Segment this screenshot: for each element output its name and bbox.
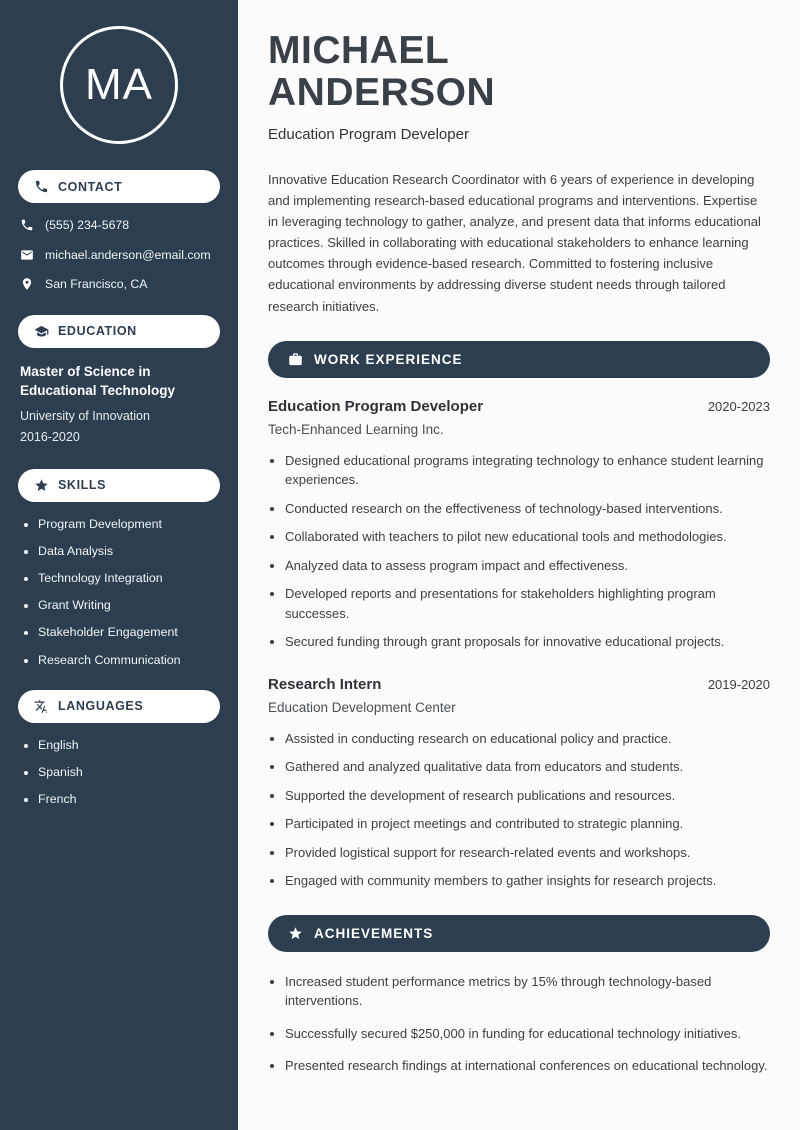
education-degree: Master of Science in Educational Technology (20, 363, 176, 399)
graduation-cap-icon (34, 324, 49, 339)
job-role: Education Program Developer (268, 397, 484, 415)
job-dates: 2020-2023 (707, 398, 770, 414)
languages-section-title: LANGUAGES (58, 699, 144, 714)
skill-item: • Technology Integration (38, 570, 220, 586)
job-bullet: • Designed educational programs integrating technology to enhance student learning experiences. (285, 451, 770, 490)
contact-section-title: CONTACT (58, 179, 123, 194)
skill-item: • Stakeholder Engagement (38, 624, 220, 640)
education-years: 2016-2020 (20, 430, 80, 445)
job-bullet: • Supported the development of research publications and resources. (285, 786, 770, 806)
job-header (268, 398, 770, 415)
job-bullet: • Analyzed data to assess program impact and effectiveness. (285, 556, 770, 576)
job-entry (268, 398, 770, 652)
education-section-header (18, 315, 220, 348)
languages-list (18, 737, 220, 807)
contact-phone-row (20, 217, 218, 234)
job-bullet: • Provided logistical support for research-related events and workshops. (285, 843, 770, 863)
job-bullet-list (268, 451, 770, 652)
professional-summary: Innovative Education Research Coordinator with 6 years of experience in developing and implementing research-based educational programs and interventions. Expertise in leveraging technology to gather, analyze, and present data that informs educational practices. Skilled in collaborating with educational stakeholders to enhance learning outcomes through evidence-based research. Committed to fostering inclusive educational environments by addressing diverse student needs through tailored research initiatives. (268, 172, 761, 314)
job-bullet: • Participated in project meetings and contributed to strategic planning. (285, 814, 770, 834)
job-company: Tech-Enhanced Learning Inc. (268, 421, 444, 437)
achievement-bullet: • Increased student performance metrics by 15% through technology-based interventions. (285, 972, 770, 1011)
skills-list (18, 516, 220, 668)
job-bullet: • Collaborated with teachers to pilot new educational tools and methodologies. (285, 527, 770, 547)
achievements-banner (268, 915, 770, 952)
location-pin-icon (20, 277, 34, 291)
first-name: MICHAEL (268, 29, 450, 72)
job-bullet-list (268, 729, 770, 891)
avatar (60, 26, 178, 144)
skill-item: • Grant Writing (38, 597, 220, 613)
job-bullet: • Engaged with community members to gather insights for research projects. (285, 871, 770, 891)
contact-location-row (20, 276, 218, 293)
job-bullet: • Gathered and analyzed qualitative data from educators and students. (285, 757, 770, 777)
languages-section-header (18, 690, 220, 723)
job-bullet: • Secured funding through grant proposals for innovative educational projects. (285, 632, 770, 652)
job-company: Education Development Center (268, 699, 456, 715)
job-header (268, 676, 770, 693)
skill-item: • Data Analysis (38, 543, 220, 559)
achievements-title: ACHIEVEMENTS (314, 925, 434, 941)
skills-section-header (18, 469, 220, 502)
job-bullet: • Developed reports and presentations for stakeholders highlighting program successes. (285, 584, 770, 623)
last-name: ANDERSON (268, 71, 496, 115)
email-address: michael.anderson@email.com (45, 247, 211, 262)
phone-number: (555) 234-5678 (45, 218, 130, 232)
skill-item: • Research Communication (38, 652, 220, 668)
star-icon (34, 478, 49, 493)
contact-section-header (18, 170, 220, 203)
mail-icon (20, 248, 34, 262)
achievement-bullet: • Presented research findings at international conferences on educational technology. (285, 1056, 770, 1076)
briefcase-icon (288, 352, 303, 367)
sidebar (0, 0, 238, 1130)
achievement-bullet: • Successfully secured $250,000 in funding for educational technology initiatives. (285, 1024, 770, 1044)
job-role: Research Intern (268, 675, 382, 693)
job-entry (268, 676, 770, 891)
job-dates: 2019-2020 (707, 676, 770, 692)
phone-icon (34, 179, 49, 194)
job-bullet: • Assisted in conducting research on educational policy and practice. (285, 729, 770, 749)
translate-icon (34, 699, 49, 714)
contact-email-row (20, 247, 218, 264)
job-bullet: • Conducted research on the effectiveness of technology-based interventions. (285, 499, 770, 519)
skill-item: • Program Development (38, 516, 220, 532)
education-school: University of Innovation (20, 408, 150, 423)
work-experience-banner (268, 341, 770, 378)
phone-icon (20, 218, 34, 232)
language-item: • English (38, 737, 220, 753)
education-section-title: EDUCATION (58, 324, 137, 339)
headline-job-title: Education Program Developer (268, 126, 469, 144)
language-item: • Spanish (38, 764, 220, 780)
skills-section-title: SKILLS (58, 478, 107, 493)
star-icon (288, 926, 303, 941)
language-item: • French (38, 791, 220, 807)
location-text: San Francisco, CA (45, 277, 148, 292)
work-experience-title: WORK EXPERIENCE (314, 351, 463, 367)
avatar-initials: MA (85, 60, 153, 109)
achievements-list (268, 972, 770, 1076)
main-content (238, 0, 800, 1130)
